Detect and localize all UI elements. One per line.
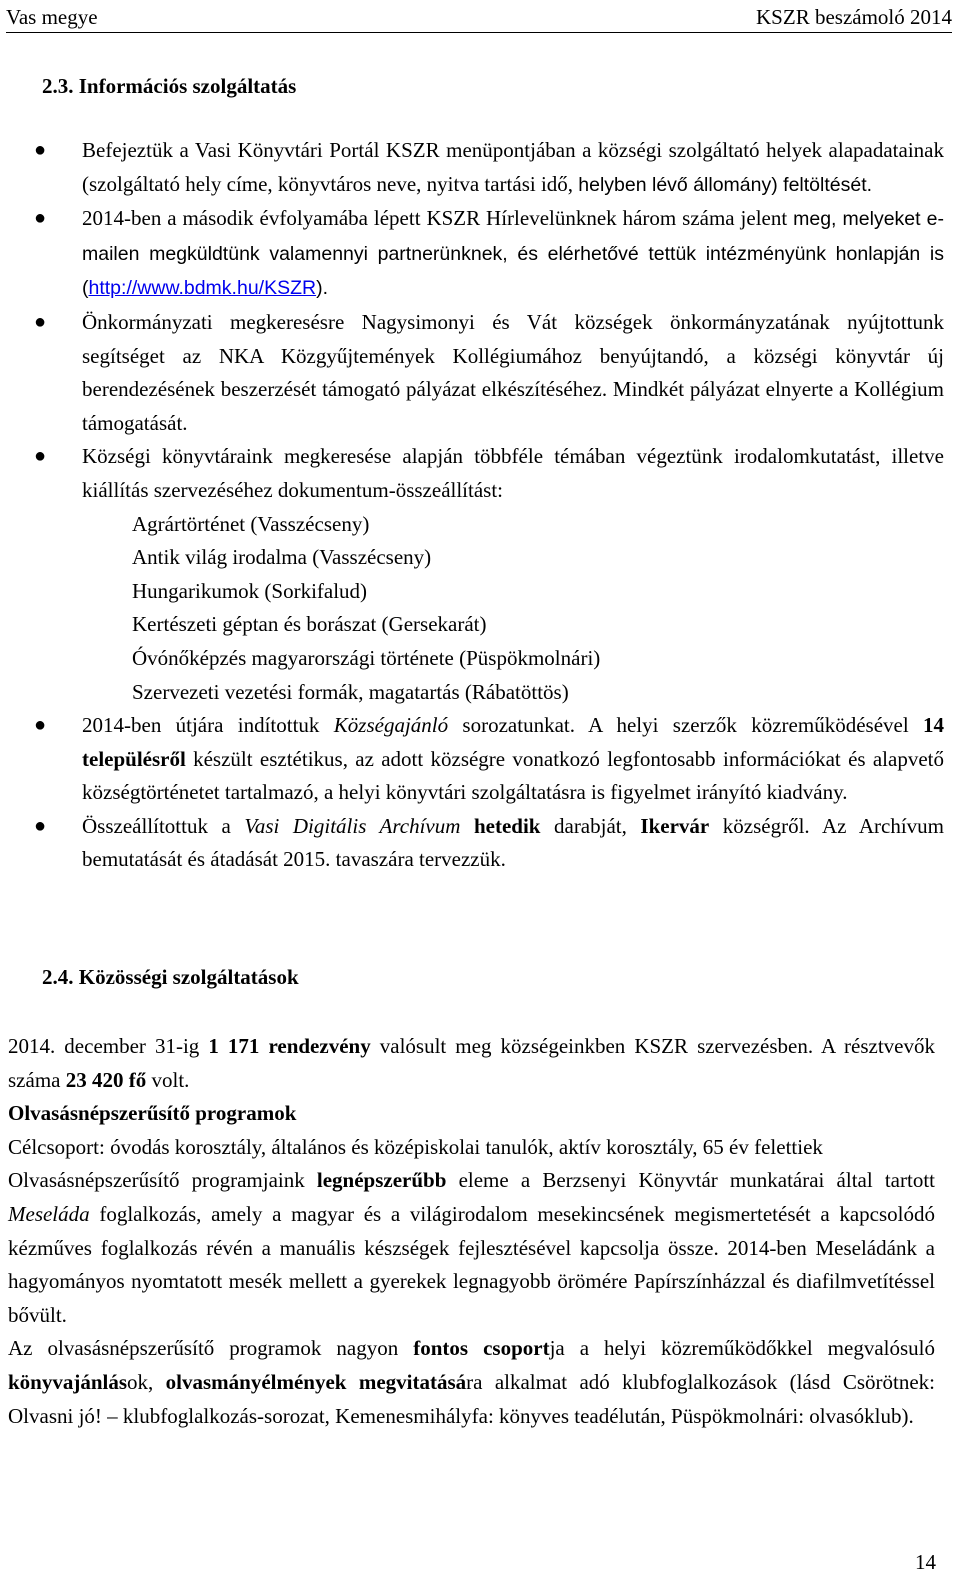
bullet-icon: ● [34, 310, 47, 333]
community-services-body [8, 1030, 935, 1433]
list-item: ● Összeállítottuk a Vasi Digitális Archívum hetedik darabját, Ikervár községről. Az Archívum bemutatását és átadását 2015. tavaszára tervezzük. [34, 810, 944, 877]
header-report-title: KSZR beszámoló 2014 [756, 5, 952, 29]
bullet-icon: ● [34, 714, 47, 737]
section-heading-information: 2.3. Információs szolgáltatás [42, 74, 297, 98]
events-summary: 2014. december 31-ig 1 171 rendezvény valósult meg községeinkben KSZR szervezésben. A résztvevők száma 23 420 fő volt. [8, 1034, 935, 1092]
list-item: ● Befejeztük a Vasi Könyvtári Portál KSZR menüpontjában a községi szolgáltató helyek alapadatainak (szolgáltató hely címe, könyvtáros neve, nyitva tartási idő, helyben lévő állomány) feltöltését. [34, 134, 944, 202]
book-club-paragraph: Az olvasásnépszerűsítő programok nagyon fontos csoportja a helyi közreműködőkkel megvalósuló könyvajánlások, olvasmányélmények megvitatására alkalmat adó klubfoglalkozások (lásd Csörötnek: Olvasni jó! – klubfoglalkozás-sorozat, Kemenesmihályfa: könyves teadélután, Püspökmolnári: olvasóklub). [8, 1336, 935, 1428]
topic-item: Óvónőképzés magyarországi története (Püspökmolnári) [132, 645, 601, 670]
kszr-website-link[interactable]: http://www.bdmk.hu/KSZR [88, 277, 317, 300]
topic-item: Kertészeti géptan és borászat (Gersekarát) [132, 612, 487, 637]
topic-item: Szervezeti vezetési formák, magatartás (Rábatöttös) [132, 679, 569, 704]
list-item: ● 2014-ben a második évfolyamába lépett KSZR Hírlevelünknek három száma jelent meg, melyeket e-mailen megküldtünk valamennyi partnerünknek, és elérhetővé tettük intézményünk honlapján is (http://www.bdmk.hu/KSZR). [34, 202, 944, 306]
bullet-icon: ● [34, 207, 47, 230]
page-number: 14 [915, 1550, 936, 1574]
target-group: Célcsoport: óvodás korosztály, általános és középiskolai tanulók, aktív korosztály, 65 év felettiek [8, 1134, 823, 1159]
section-heading-community: 2.4. Közösségi szolgáltatások [42, 965, 299, 989]
topic-item: Hungarikumok (Sorkifalud) [132, 578, 368, 603]
list-item: ● Községi könyvtáraink megkeresése alapján többféle témában végeztünk irodalomkutatást, illetve kiállítás szervezéséhez dokumentum-összeállítást: Agrártörténet (Vasszécseny) Antik világ irodalma (Vasszécseny) Hungarikumok (Sorkifalud) Kertészeti géptan és borászat (Gersekarát) Óvónőképzés magyarországi története (Püspökmolnári) Szervezeti vezetési formák, magatartás (Rábatöttös) [34, 440, 944, 709]
list-item: ● Önkormányzati megkeresésre Nagysimonyi és Vát községek önkormányzatának nyújtottunk segítséget az NKA Közgyűjtemények Kollégiumához benyújtandó, a községi könyvtár új berendezésének beszerzését támogató pályázat elkészítéséhez. Mindkét pályázat elnyerte a Kollégium támogatását. [34, 306, 944, 440]
meselada-paragraph: Olvasásnépszerűsítő programjaink legnépszerűbb eleme a Berzsenyi Könyvtár munkatárai által tartott Meseláda foglalkozás, amely a magyar és a világirodalom mesekincsének megismertetését a kapcsolódó kézműves foglalkozás révén a manuális készségek fejlesztésével kapcsolja össze. 2014-ben Meseládánk a hagyományos nyomtatott mesék mellett a gyerekek legnagyobb örömére Papírszínházzal és diafilmvetítéssel bővült. [8, 1168, 935, 1327]
bullet-icon: ● [34, 139, 47, 161]
topic-item: Antik világ irodalma (Vasszécseny) [132, 545, 432, 570]
header-county: Vas megye [6, 5, 98, 29]
topic-item: Agrártörténet (Vasszécseny) [132, 511, 370, 536]
list-item: ● 2014-ben útjára indítottuk Községajánló sorozatunkat. A helyi szerzők közreműködésével 14 településről készült esztétikus, az adott községre vonatkozó legfontosabb információkat és alapvető községtörténetet tartalmazó, a helyi könyvtári szolgáltatásra is figyelmet irányító kiadvány. [34, 709, 944, 810]
bullet-icon: ● [34, 445, 47, 468]
reading-programs-heading: Olvasásnépszerűsítő programok [8, 1101, 297, 1126]
bullet-icon: ● [34, 814, 47, 837]
information-services-list [34, 134, 944, 877]
page-header [6, 4, 952, 33]
